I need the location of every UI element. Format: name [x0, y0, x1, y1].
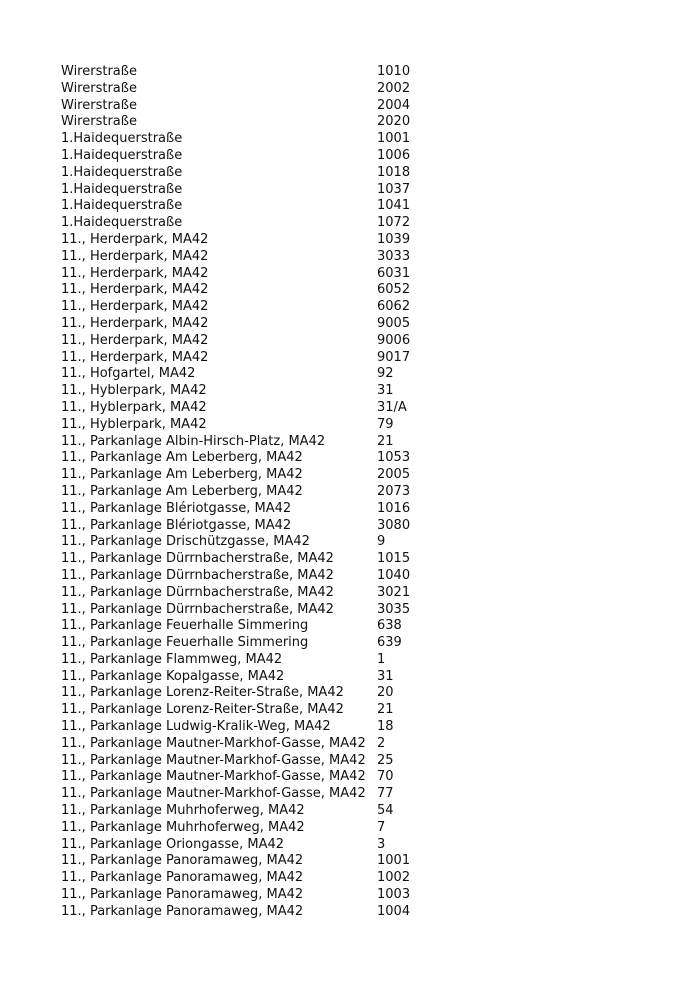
house-number: 1002 [377, 870, 411, 886]
house-number: 31 [377, 668, 394, 684]
house-number: 1003 [377, 887, 411, 903]
list-item [61, 837, 441, 854]
house-number: 92 [377, 366, 394, 382]
house-number: 2 [377, 735, 386, 751]
street-name: 11., Hofgartel, MA42 [61, 366, 196, 382]
street-name: 11., Parkanlage Drischützgasse, MA42 [61, 534, 310, 550]
house-number: 2005 [377, 467, 411, 483]
house-number: 1053 [377, 450, 411, 466]
list-item [61, 98, 441, 115]
street-name: 11., Herderpark, MA42 [61, 349, 209, 365]
list-item [61, 434, 441, 451]
house-number: 20 [377, 685, 394, 701]
street-name: 11., Parkanlage Albin-Hirsch-Platz, MA42 [61, 433, 326, 449]
house-number: 1039 [377, 231, 411, 247]
list-item [61, 333, 441, 350]
street-name: 11., Parkanlage Lorenz-Reiter-Straße, MA42 [61, 685, 344, 701]
list-item [61, 585, 441, 602]
list-item [61, 736, 441, 753]
list-item [61, 719, 441, 736]
street-name: 11., Hyblerpark, MA42 [61, 399, 207, 415]
house-number: 2004 [377, 97, 411, 113]
house-number: 9005 [377, 315, 411, 331]
street-name: 11., Parkanlage Dürrnbacherstraße, MA42 [61, 601, 334, 617]
list-item [61, 131, 441, 148]
house-number: 1037 [377, 181, 411, 197]
list-item [61, 501, 441, 518]
house-number: 1041 [377, 198, 411, 214]
street-name: 11., Parkanlage Panoramaweg, MA42 [61, 853, 304, 869]
list-item [61, 282, 441, 299]
list-item [61, 215, 441, 232]
street-name: 11., Parkanlage Panoramaweg, MA42 [61, 903, 304, 919]
street-name: 11., Parkanlage Mautner-Markhof-Gasse, MA42 [61, 735, 366, 751]
street-name: 11., Parkanlage Feuerhalle Simmering [61, 618, 309, 634]
house-number: 3035 [377, 601, 411, 617]
street-name: 11., Herderpark, MA42 [61, 332, 209, 348]
house-number: 1001 [377, 853, 411, 869]
street-name: 11., Parkanlage Kopalgasse, MA42 [61, 668, 285, 684]
list-item [61, 165, 441, 182]
house-number: 21 [377, 433, 394, 449]
list-item [61, 702, 441, 719]
house-number: 1018 [377, 164, 411, 180]
street-name: 1.Haidequerstraße [61, 181, 183, 197]
street-name: 11., Parkanlage Blériotgasse, MA42 [61, 517, 292, 533]
house-number: 1004 [377, 903, 411, 919]
street-name: 11., Herderpark, MA42 [61, 282, 209, 298]
street-name: 11., Parkanlage Mautner-Markhof-Gasse, MA42 [61, 786, 366, 802]
house-number: 54 [377, 803, 394, 819]
list-item [61, 350, 441, 367]
list-item [61, 820, 441, 837]
house-number: 6052 [377, 282, 411, 298]
house-number: 31/A [377, 399, 407, 415]
house-number: 77 [377, 786, 394, 802]
list-item [61, 870, 441, 887]
house-number: 3033 [377, 248, 411, 264]
house-number: 1016 [377, 500, 411, 516]
house-number: 1040 [377, 567, 411, 583]
street-name: Wirerstraße [61, 64, 137, 79]
list-item [61, 383, 441, 400]
list-item [61, 769, 441, 786]
house-number: 2073 [377, 483, 411, 499]
house-number: 3080 [377, 517, 411, 533]
street-name: 1.Haidequerstraße [61, 198, 183, 214]
list-item [61, 803, 441, 820]
house-number: 1072 [377, 215, 411, 231]
list-item [61, 266, 441, 283]
street-name: 11., Parkanlage Panoramaweg, MA42 [61, 870, 304, 886]
street-name: 11., Parkanlage Blériotgasse, MA42 [61, 500, 292, 516]
house-number: 2020 [377, 114, 411, 130]
street-name: 11., Parkanlage Am Leberberg, MA42 [61, 467, 303, 483]
house-number: 638 [377, 618, 402, 634]
list-item [61, 551, 441, 568]
street-name: 11., Parkanlage Mautner-Markhof-Gasse, MA42 [61, 769, 366, 785]
street-name: 11., Hyblerpark, MA42 [61, 416, 207, 432]
house-number: 1015 [377, 551, 411, 567]
list-item [61, 635, 441, 652]
list-item [61, 534, 441, 551]
street-name: 11., Parkanlage Muhrhoferweg, MA42 [61, 803, 305, 819]
street-name: 1.Haidequerstraße [61, 147, 183, 163]
street-name: 1.Haidequerstraße [61, 164, 183, 180]
house-number: 21 [377, 702, 394, 718]
street-name: Wirerstraße [61, 80, 137, 96]
list-item [61, 366, 441, 383]
street-name: 11., Parkanlage Oriongasse, MA42 [61, 836, 285, 852]
street-name: 11., Parkanlage Ludwig-Kralik-Weg, MA42 [61, 719, 331, 735]
street-name: 11., Herderpark, MA42 [61, 248, 209, 264]
street-name: 1.Haidequerstraße [61, 215, 183, 231]
house-number: 2002 [377, 80, 411, 96]
street-name: 11., Parkanlage Muhrhoferweg, MA42 [61, 819, 305, 835]
street-name: 11., Parkanlage Feuerhalle Simmering [61, 635, 309, 651]
street-name: 11., Parkanlage Am Leberberg, MA42 [61, 450, 303, 466]
list-item [61, 316, 441, 333]
house-number: 31 [377, 383, 394, 399]
list-item [61, 467, 441, 484]
street-name: 11., Parkanlage Dürrnbacherstraße, MA42 [61, 584, 334, 600]
house-number: 7 [377, 819, 386, 835]
street-name: 11., Parkanlage Lorenz-Reiter-Straße, MA42 [61, 702, 344, 718]
list-item [61, 148, 441, 165]
street-name: 11., Parkanlage Dürrnbacherstraße, MA42 [61, 567, 334, 583]
list-item [61, 887, 441, 904]
list-item [61, 853, 441, 870]
house-number: 6062 [377, 299, 411, 315]
street-name: 11., Hyblerpark, MA42 [61, 383, 207, 399]
list-item [61, 518, 441, 535]
list-item [61, 198, 441, 215]
street-name: 11., Parkanlage Dürrnbacherstraße, MA42 [61, 551, 334, 567]
house-number: 9017 [377, 349, 411, 365]
list-item [61, 114, 441, 131]
list-item [61, 685, 441, 702]
house-number: 3 [377, 836, 386, 852]
street-name: Wirerstraße [61, 97, 137, 113]
house-number: 3021 [377, 584, 411, 600]
house-number: 1006 [377, 147, 411, 163]
list-item [61, 652, 441, 669]
house-number: 1 [377, 651, 386, 667]
list-item [61, 232, 441, 249]
house-number: 1001 [377, 131, 411, 147]
list-item [61, 182, 441, 199]
address-list [61, 64, 441, 921]
list-item [61, 400, 441, 417]
house-number: 639 [377, 635, 402, 651]
list-item [61, 568, 441, 585]
list-item [61, 904, 441, 921]
list-item [61, 249, 441, 266]
list-item [61, 299, 441, 316]
list-item [61, 450, 441, 467]
house-number: 79 [377, 416, 394, 432]
list-item [61, 618, 441, 635]
street-name: 11., Herderpark, MA42 [61, 265, 209, 281]
list-item [61, 64, 441, 81]
street-name: 11., Parkanlage Am Leberberg, MA42 [61, 483, 303, 499]
house-number: 1010 [377, 64, 411, 79]
street-name: 11., Herderpark, MA42 [61, 231, 209, 247]
house-number: 6031 [377, 265, 411, 281]
house-number: 25 [377, 752, 394, 768]
list-item [61, 669, 441, 686]
street-name: 11., Herderpark, MA42 [61, 299, 209, 315]
list-item [61, 417, 441, 434]
street-name: 11., Parkanlage Panoramaweg, MA42 [61, 887, 304, 903]
house-number: 9 [377, 534, 386, 550]
list-item [61, 81, 441, 98]
list-item [61, 484, 441, 501]
street-name: 11., Parkanlage Mautner-Markhof-Gasse, MA42 [61, 752, 366, 768]
street-name: 1.Haidequerstraße [61, 131, 183, 147]
list-item [61, 602, 441, 619]
street-name: Wirerstraße [61, 114, 137, 130]
street-name: 11., Parkanlage Flammweg, MA42 [61, 651, 283, 667]
list-item [61, 753, 441, 770]
house-number: 9006 [377, 332, 411, 348]
house-number: 70 [377, 769, 394, 785]
street-name: 11., Herderpark, MA42 [61, 315, 209, 331]
list-item [61, 786, 441, 803]
house-number: 18 [377, 719, 394, 735]
